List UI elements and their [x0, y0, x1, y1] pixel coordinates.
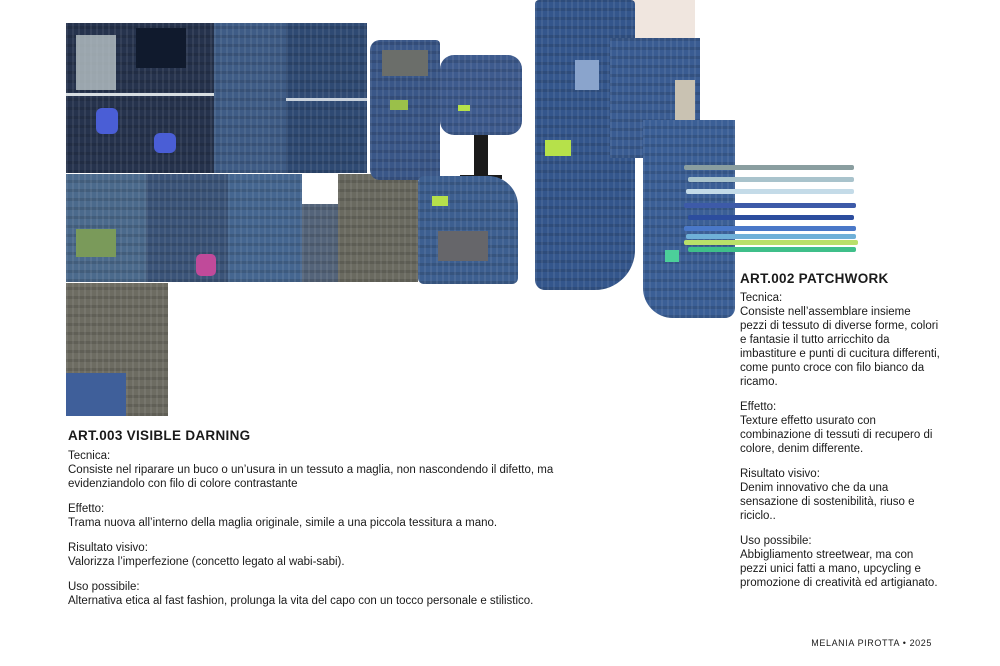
- art003-tecnica-text: Consiste nel riparare un buco o un’usura in un tessuto a maglia, non nascondendo il difetto, ma evidenziandolo con filo di colore contrastante: [68, 464, 554, 490]
- palette-stripe: [688, 215, 854, 220]
- palette-stripe: [686, 234, 856, 239]
- art003-risultato-text: Valorizza l’imperfezione (concetto legato al wabi-sabi).: [68, 556, 345, 568]
- darning-photo-process-5: [338, 174, 418, 282]
- palette-stripe: [688, 177, 854, 182]
- palette-stripe: [684, 240, 858, 245]
- art002-risultato-text: Denim innovativo che da una sensazione di sostenibilità, riuso e riciclo..: [740, 482, 915, 522]
- palette-stripe: [686, 189, 854, 194]
- art003-section: [68, 428, 628, 608]
- art002-effetto-label: Effetto:: [740, 401, 777, 413]
- darning-photo-process-1: [66, 174, 146, 282]
- darning-photo-process-3: [228, 174, 302, 282]
- art002-section: [740, 271, 940, 590]
- palette-stripe: [688, 247, 856, 252]
- palette-stripe: [684, 203, 856, 208]
- darning-photo-patchwork-1: [66, 23, 214, 173]
- art003-risultato-label: Risultato visivo:: [68, 542, 148, 554]
- palette-stripe: [684, 165, 854, 170]
- darning-photo-knit-detail: [66, 283, 168, 416]
- patchwork-photo-top-flat: [370, 40, 440, 180]
- art003-tecnica-label: Tecnica:: [68, 450, 111, 462]
- art002-effetto-text: Texture effetto usurato con combinazione di tessuti di recupero di colore, denim differente.: [740, 415, 933, 455]
- art003-title: ART.003 VISIBLE DARNING: [68, 428, 251, 443]
- art003-effetto-label: Effetto:: [68, 503, 105, 515]
- darning-photo-woven-1: [214, 23, 286, 173]
- patchwork-photo-mannequin: [440, 45, 522, 180]
- denim-color-palette: [684, 160, 864, 250]
- darning-photo-woven-2: [286, 23, 367, 173]
- patchwork-photo-top-stand: [418, 176, 518, 284]
- footer-credit: MELANIA PIROTTA • 2025: [811, 638, 932, 648]
- art002-tecnica-text: Consiste nell’assemblare insieme pezzi di tessuto di diverse forme, colori e fantasie il tutto arricchito da imbastiture e punti di cucitura differenti, come punto croce con filo bianco da ricamo.: [740, 306, 940, 388]
- art002-uso-label: Uso possibile:: [740, 535, 812, 547]
- darning-photo-process-2: [146, 174, 228, 282]
- darning-photo-process-4: [302, 174, 338, 282]
- art002-uso-text: Abbigliamento streetwear, ma con pezzi unici fatti a mano, upcycling e promozione di creatività ed artigianato.: [740, 549, 938, 589]
- art002-risultato-label: Risultato visivo:: [740, 468, 820, 480]
- art003-uso-label: Uso possibile:: [68, 581, 140, 593]
- art003-uso-text: Alternativa etica al fast fashion, prolunga la vita del capo con un tocco personale e stilistico.: [68, 595, 534, 607]
- art002-title: ART.002 PATCHWORK: [740, 271, 889, 286]
- art003-effetto-text: Trama nuova all’interno della maglia originale, simile a una piccola tessitura a mano.: [68, 517, 498, 529]
- palette-stripe: [684, 226, 856, 231]
- art002-tecnica-label: Tecnica:: [740, 292, 783, 304]
- patchwork-photo-pants-model: [515, 0, 735, 318]
